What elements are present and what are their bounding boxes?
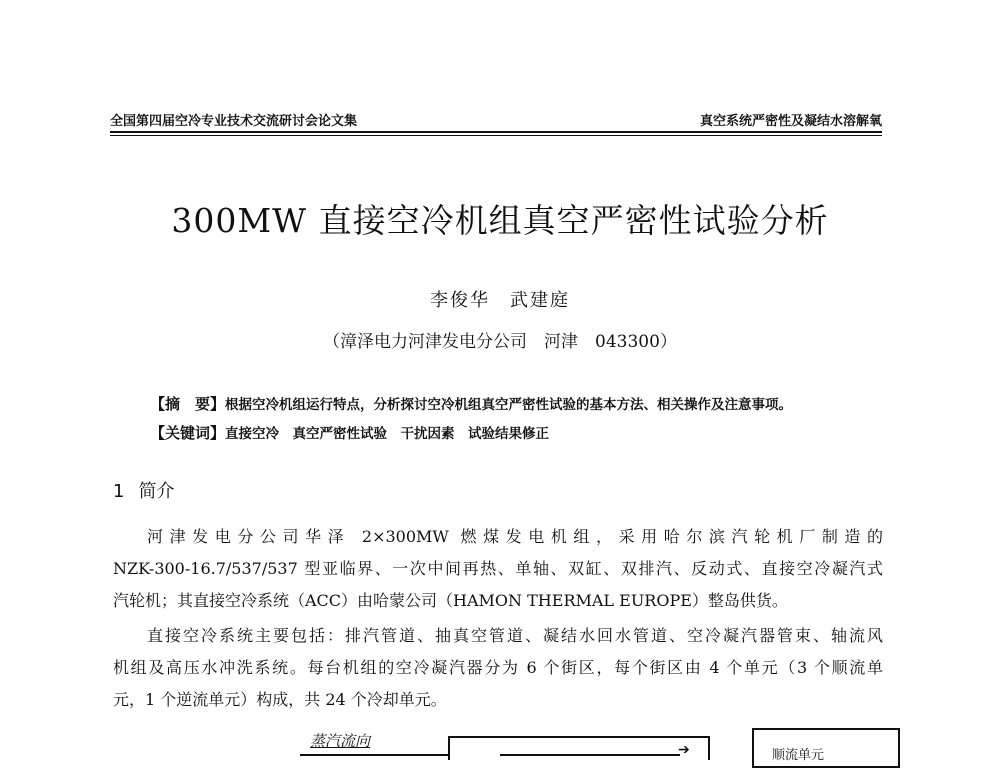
abstract-text: 根据空冷机组运行特点，分析探讨空冷机组真空严密性试验的基本方法、相关操作及注意事项。 — [225, 397, 793, 413]
section-number: 1 — [113, 481, 125, 502]
authors: 李俊华 武建庭 — [430, 290, 570, 311]
paragraph-line: NZK-300-16.7/537/537 型亚临界、一次中间再热、单轴、双缸、双排汽、反动式、直接空冷凝汽式 — [113, 559, 883, 578]
header-rule — [110, 131, 882, 133]
arrow-icon: ➔ — [678, 742, 690, 758]
running-header-left: 全国第四届空冷专业技术交流研讨会论文集 — [110, 114, 358, 129]
pipe-line — [708, 738, 710, 760]
abstract — [150, 393, 792, 414]
paragraph-system — [113, 620, 883, 716]
condenser-box — [300, 754, 450, 762]
legend-label: 顺流单元 — [772, 748, 825, 763]
paragraph-line: 河津发电分公司华泽 2×300MW 燃煤发电机组，采用哈尔滨汽轮机厂制造的 — [147, 527, 883, 546]
section-heading — [113, 477, 174, 503]
affiliation: （漳泽电力河津发电分公司 河津 043300） — [323, 332, 677, 352]
paper-title: 300MW 直接空冷机组真空严密性试验分析 — [171, 201, 829, 240]
abstract-label: 【摘 要】 — [150, 395, 226, 413]
paragraph-line: 汽轮机；其直接空冷系统（ACC）由哈蒙公司（HAMON THERMAL EUROPE）整岛供货。 — [113, 591, 788, 610]
header-rule-thin — [110, 135, 882, 136]
running-header-right: 真空系统严密性及凝结水溶解氧 — [699, 114, 882, 129]
section-title: 简介 — [138, 481, 175, 502]
flow-direction-label: 蒸汽流向 — [310, 732, 371, 750]
pipe-line — [448, 736, 710, 738]
keywords-text: 直接空冷 真空严密性试验 干扰因素 试验结果修正 — [225, 426, 550, 442]
paragraph-line: 元，1 个逆流单元）构成，共 24 个冷却单元。 — [113, 690, 447, 709]
figure-legend — [752, 728, 900, 768]
running-header — [110, 110, 882, 128]
keywords-label: 【关键词】 — [150, 424, 226, 442]
paragraph-line: 直接空冷系统主要包括：排汽管道、抽真空管道、凝结水回水管道、空冷凝汽器管束、轴流风 — [147, 626, 883, 645]
paragraph-intro — [113, 521, 883, 617]
paragraph-line: 机组及高压水冲洗系统。每台机组的空冷凝汽器分为 6 个街区，每个街区由 4 个单元（3 个顺流单 — [113, 658, 883, 677]
condenser-box — [500, 754, 680, 762]
figure-diagram — [300, 728, 720, 760]
keywords — [150, 422, 549, 443]
